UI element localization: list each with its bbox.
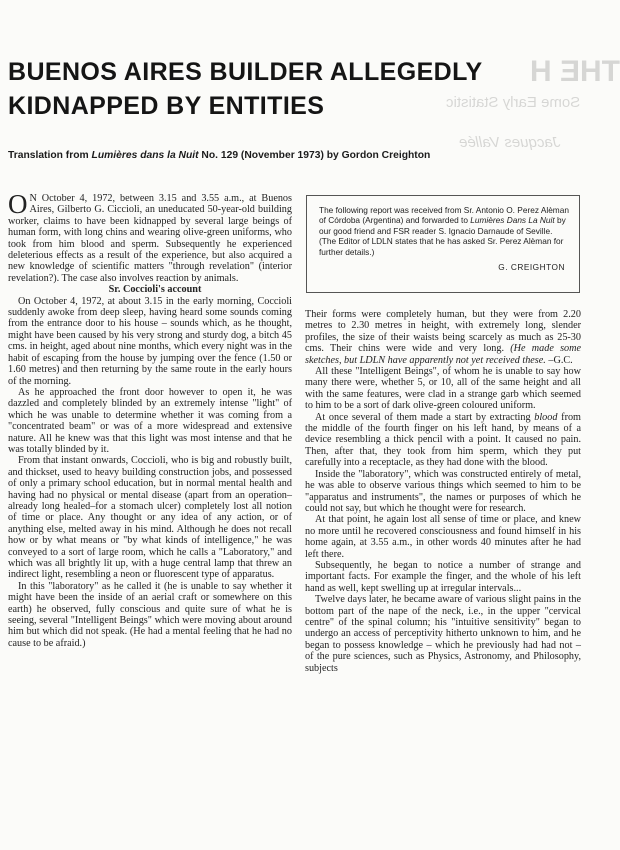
editor-note-box <box>306 195 580 293</box>
body-paragraph: At that point, he again lost all sense of time or place, and knew no more until he recovered consciousness and found himself in his home again, at 3.55 a.m., in other words 40 minutes after he had left there. <box>305 514 581 560</box>
section-subheading: Sr. Coccioli's account <box>108 284 202 296</box>
intro-paragraph <box>8 189 292 284</box>
text-run: Their forms were completely human, but they were from 2.20 metres to 2.30 metres in height, with extremely long, slender profiles, the size of their waists being scarcely as much as 25-30 cms. Their chins were wide and very long. <box>305 309 581 355</box>
byline-suffix: No. 129 (November 1973) by Gordon Creighton <box>198 150 431 161</box>
drop-cap: O <box>8 189 28 219</box>
article-title <box>8 55 538 123</box>
intro-text: N October 4, 1972, between 3.15 and 3.55 a.m., at Buenos Aires, Gilberto G. Ciccioli, an uneducated 50-year-old building worker, claims to have been kidnapped by several large beings of human form, with long chins and wearing olive-green uniforms, who took from him blood and sperm. Subsequently he experienced deleterious effects as a result of the experience, but also acquired a new knowledge of scientific matters "through revelation" (interior revelation?). The case also involves reaction by animals. <box>8 193 292 284</box>
text-run: from the middle of the fourth finger on his left hand, by means of a device resembling a thick pencil with a point. It caused no pain. Then, after that, they took from him sperm, which they put carefully into a receptacle, as they had done with the blood. <box>305 411 581 469</box>
body-paragraph <box>305 412 581 469</box>
bleed-heading: THE H <box>530 55 620 88</box>
body-paragraph: From that instant onwards, Coccioli, who is big and robustly built, and thickset, used to heavy building construction jobs, and possessed of only a primary school education, but in normal mental health and having had no physical or mental disease (apart from an operation–already long healed–for a stomach ulcer) completely lost all notion of time or place. Any thought or any idea of any action, or of anything else, melted away in his mind. Although he does not recall how or by what means or "by what kinds of intelligence," he was conveyed to a sort of large room, which he calls a "Laboratory," and which was all brightly lit up, with a huge central lamp that threw an indirect light, resembling a neon or fluorescent type of apparatus. <box>8 455 292 581</box>
editor-note-part: The following report was received from Sr. Antonio O. Perez Alèman of Córdoba (Argentina) and forwarded to <box>319 205 569 226</box>
body-paragraph <box>305 309 581 366</box>
title-line-1: BUENOS AIRES BUILDER ALLEGEDLY <box>8 58 483 86</box>
editor-signature: G. CREIGHTON <box>498 262 565 273</box>
byline-prefix: Translation from <box>8 150 92 161</box>
editor-aside: (He made some sketches, but LDLN have apparently not yet received these. <box>305 343 582 366</box>
body-paragraph: Twelve days later, he became aware of various slight pains in the bottom part of the nape of the neck, i.e., in the upper "cervical centre" of the spinal column; his "intuitive sensitivity" began to undergo an access of perceptivity hitherto unknown to him, and he began to possess knowledge – which he previously had had not – of the pure sciences, such as Physics, Astronomy, and Philosophy, subjects <box>305 594 581 674</box>
emphasis: blood <box>534 411 558 423</box>
bleed-subheading: Some Early Statistic <box>445 94 580 111</box>
column-right <box>305 309 581 674</box>
editor-note-part: by our good friend and FSR reader S. Ignacio Darnaude of Seville. (The Editor of LDLN states that he has asked Sr. Perez Alèman for further details.) <box>319 215 566 257</box>
body-paragraph: Subsequently, he began to notice a number of strange and important facts. For example the finger, and the whole of his left hand as well, kept swelling up at irregular intervals... <box>305 559 581 594</box>
bleed-author: Jacques Vallée <box>458 134 560 151</box>
article-byline <box>8 150 568 161</box>
body-paragraph: In this "laboratory" as he called it (he is unable to say whether it might have been the inside of an aerial craft or somewhere on this earth) he observed, fully conscious and quite sure of what he is seeing, several "Intelligent Beings" which were moving about around him but which did not speak. (He had a mental feeling that he had no cause to be afraid.) <box>8 580 292 649</box>
byline-publication: Lumières dans la Nuit <box>91 150 199 161</box>
body-paragraph: As he approached the front door however to open it, he was dazzled and completely blinded by an extremely intense "light" of which he was unable to determine whether it was coming from a "concentrated beam" or was of a more widespread and extensive nature. All he knew was that this light was most intense and that he was totally blinded by it. <box>8 386 292 455</box>
editor-note-text <box>319 205 569 257</box>
column-left <box>8 189 292 649</box>
body-paragraph: All these "Intelligent Beings", of whom he is unable to say how many there were, whether 5, or 10, all of the same height and all with the same features, were clad in a strange garb which seemed to him to be a sort of dark olive-green coloured uniform. <box>305 366 581 412</box>
body-paragraph: On October 4, 1972, at about 3.15 in the early morning, Coccioli suddenly awoke from deep sleep, having heard some sounds coming from the entrance door to his house – sounds which, as he thought, might have been caused by his very strong and sturdy dog, a bitch 45 cms. in height, aged about nine months, which every night was in the habit of escaping from the house by jumping over the fence (1.50 or 1.60 metres) and then returning by the same route in the early hours of the morning. <box>8 295 292 387</box>
title-line-2: KIDNAPPED BY ENTITIES <box>8 92 325 120</box>
body-paragraph: Inside the "laboratory", which was constructed entirely of metal, he was able to observe various things which seemed to him to be "apparatus and instruments", the names or purposes of which he could not say, but which he thought were for research. <box>305 468 581 514</box>
editor-note-publication: Lumières Dans La Nuit <box>470 215 555 226</box>
text-run: At once several of them made a start by extracting <box>315 411 535 423</box>
editor-initials: –G.C. <box>545 354 573 366</box>
